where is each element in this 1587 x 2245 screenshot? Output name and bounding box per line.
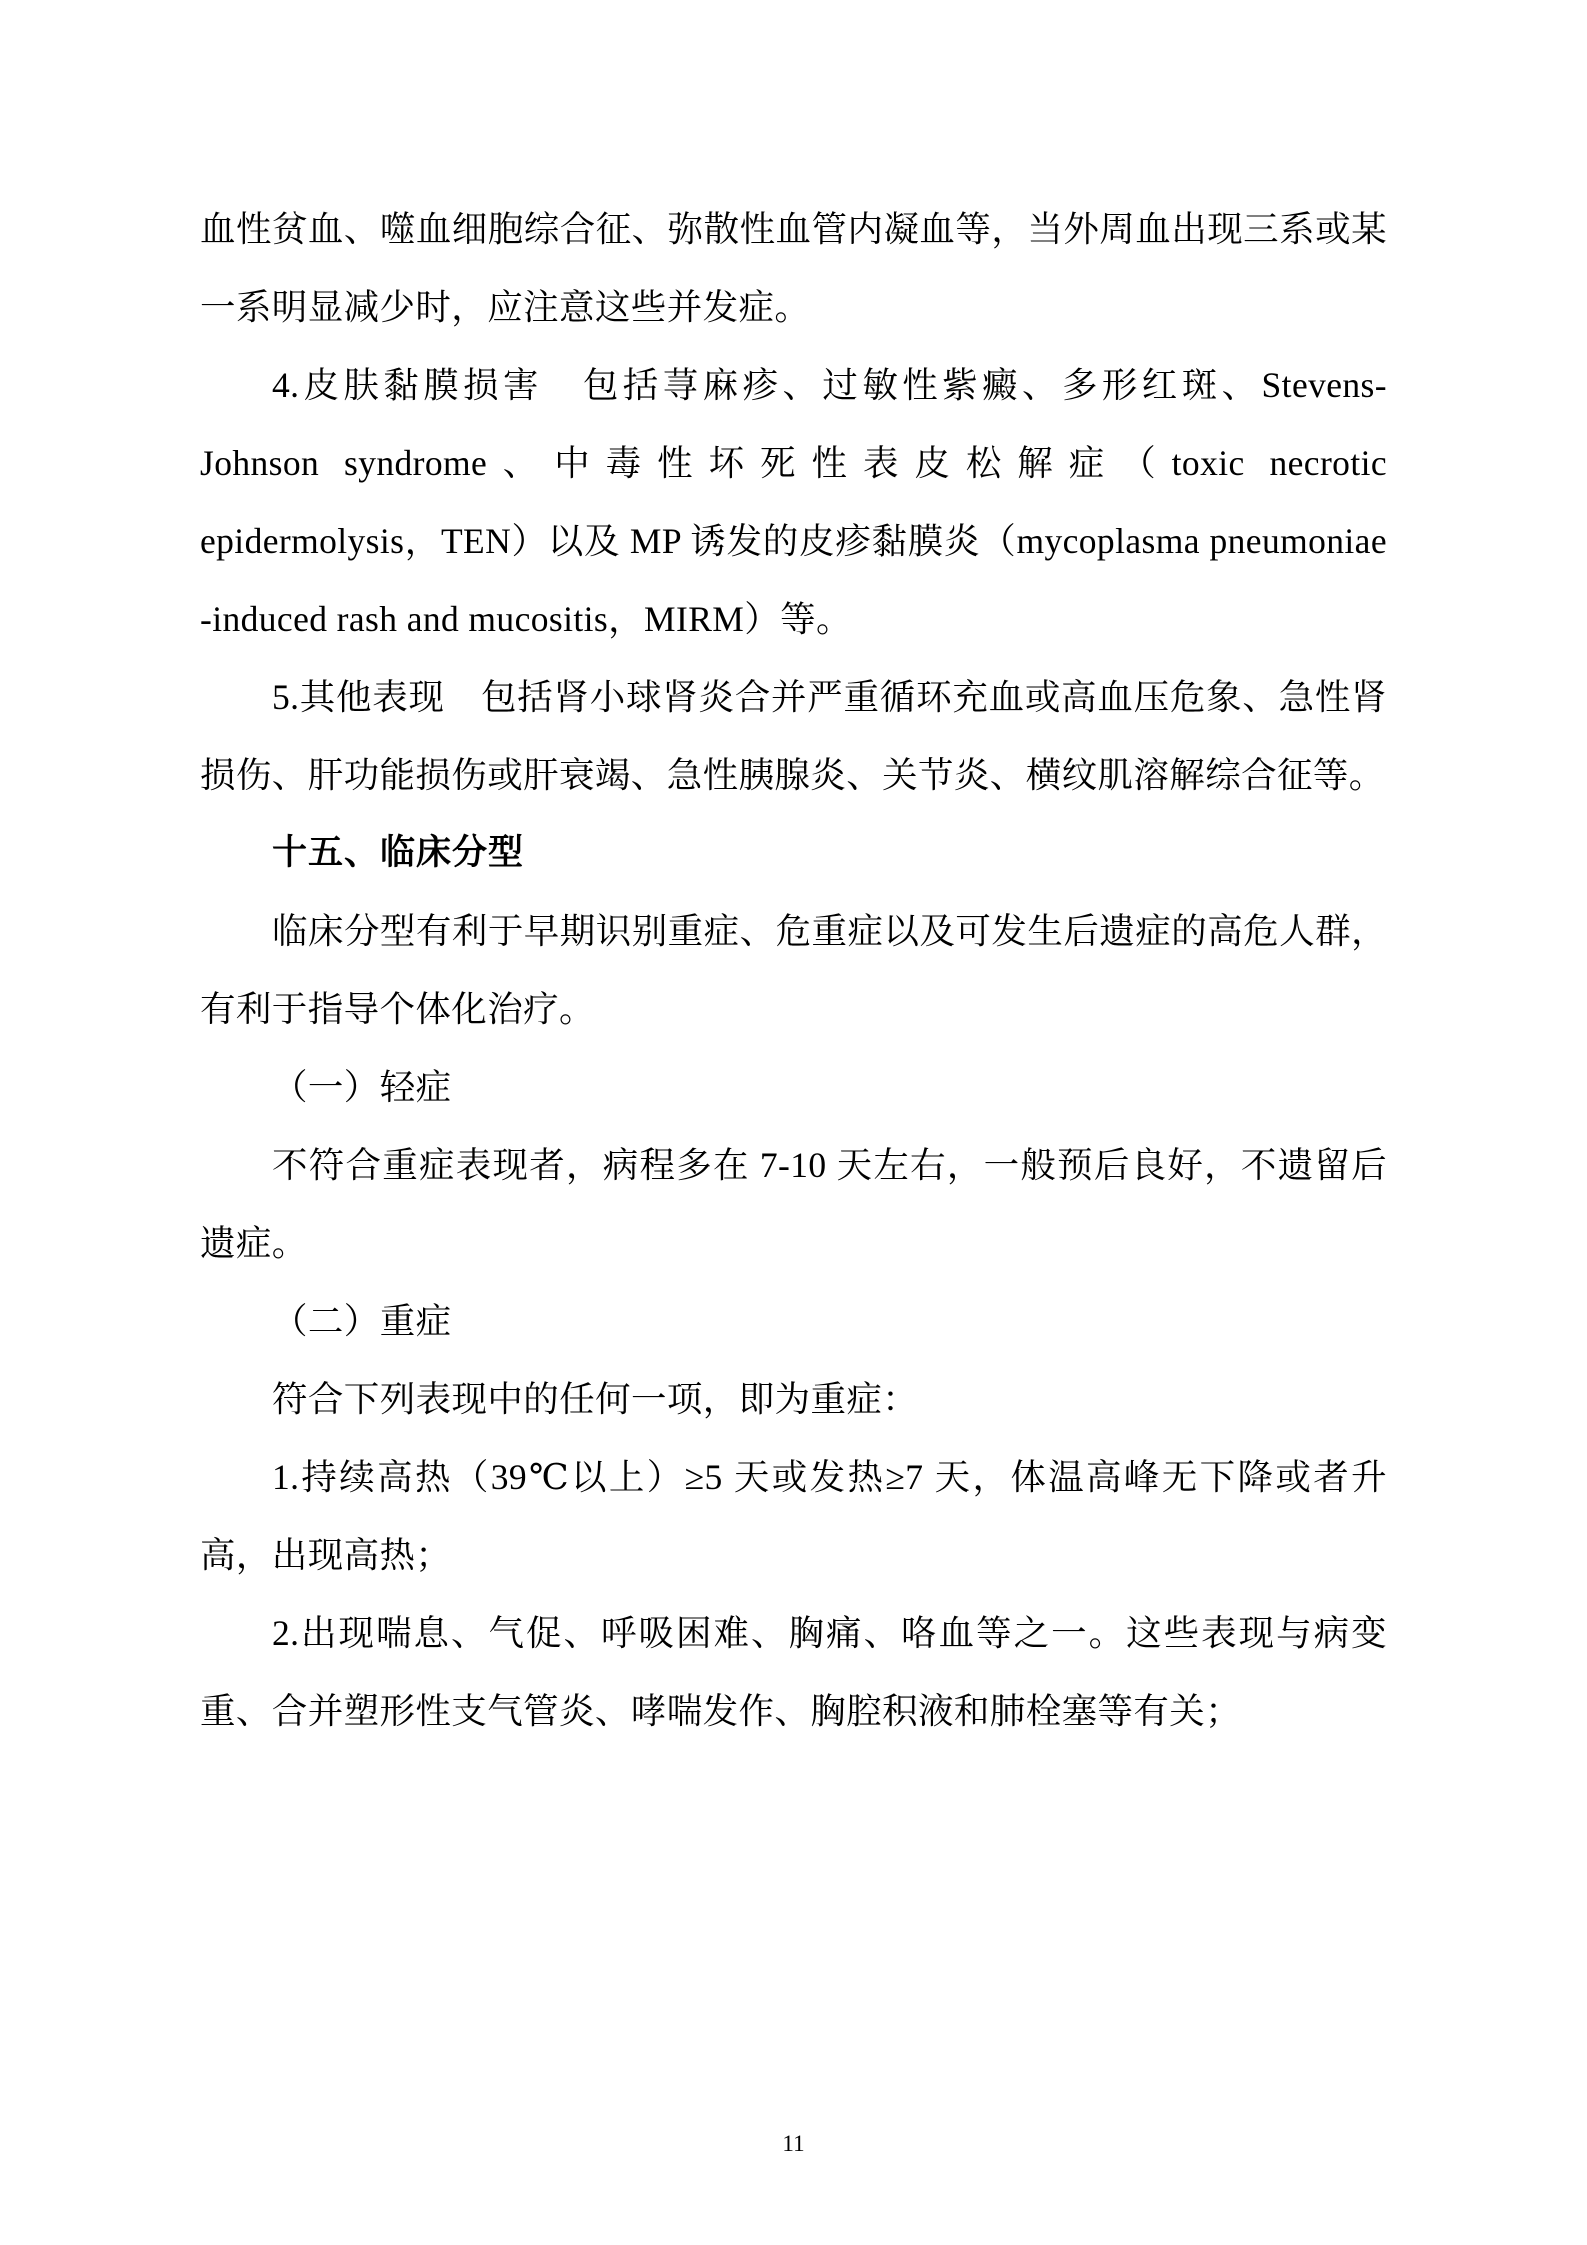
paragraph-severe-intro: 符合下列表现中的任何一项，即为重症： [272,1379,919,1419]
paragraph-other-manifestations: 5.其他表现 包括肾小球肾炎合并严重循环充血或高血压危象、急性肾损伤、肝功能损伤或肝衰竭、急性胰腺炎、关节炎、横纹肌溶解综合征等。 [200,677,1387,795]
paragraph-continuation: 血性贫血、噬血细胞综合征、弥散性血管内凝血等，当外周血出现三系或某一系明显减少时，应注意这些并发症。 [200,209,1387,327]
subsection-heading-severe: （二）重症 [272,1301,452,1341]
subsection-heading-mild: （一）轻症 [272,1067,452,1107]
document-body [200,190,1387,1750]
paragraph-classification-intro: 临床分型有利于早期识别重症、危重症以及可发生后遗症的高危人群，有利于指导个体化治疗。 [200,911,1387,1029]
paragraph-skin-mucosa-damage: 4.皮肤黏膜损害 包括荨麻疹、过敏性紫癜、多形红斑、Stevens-Johnson syndrome、中毒性坏死性表皮松解症（toxic necrotic epidermolysis，TEN）以及 MP 诱发的皮疹黏膜炎（mycoplasma pneumoniae -induced rash and mucositis，MIRM）等。 [200,365,1387,639]
section-heading-clinical-classification: 十五、临床分型 [272,833,525,872]
paragraph-severe-item-1: 1.持续高热（39℃以上）≥5 天或发热≥7 天，体温高峰无下降或者升高，出现高热； [200,1457,1387,1575]
paragraph-severe-item-2: 2.出现喘息、气促、呼吸困难、胸痛、咯血等之一。这些表现与病变重、合并塑形性支气管炎、哮喘发作、胸腔积液和肺栓塞等有关； [200,1613,1387,1731]
paragraph-mild-description: 不符合重症表现者，病程多在 7-10 天左右，一般预后良好，不遗留后遗症。 [200,1145,1387,1263]
page-number: 11 [782,2131,805,2156]
